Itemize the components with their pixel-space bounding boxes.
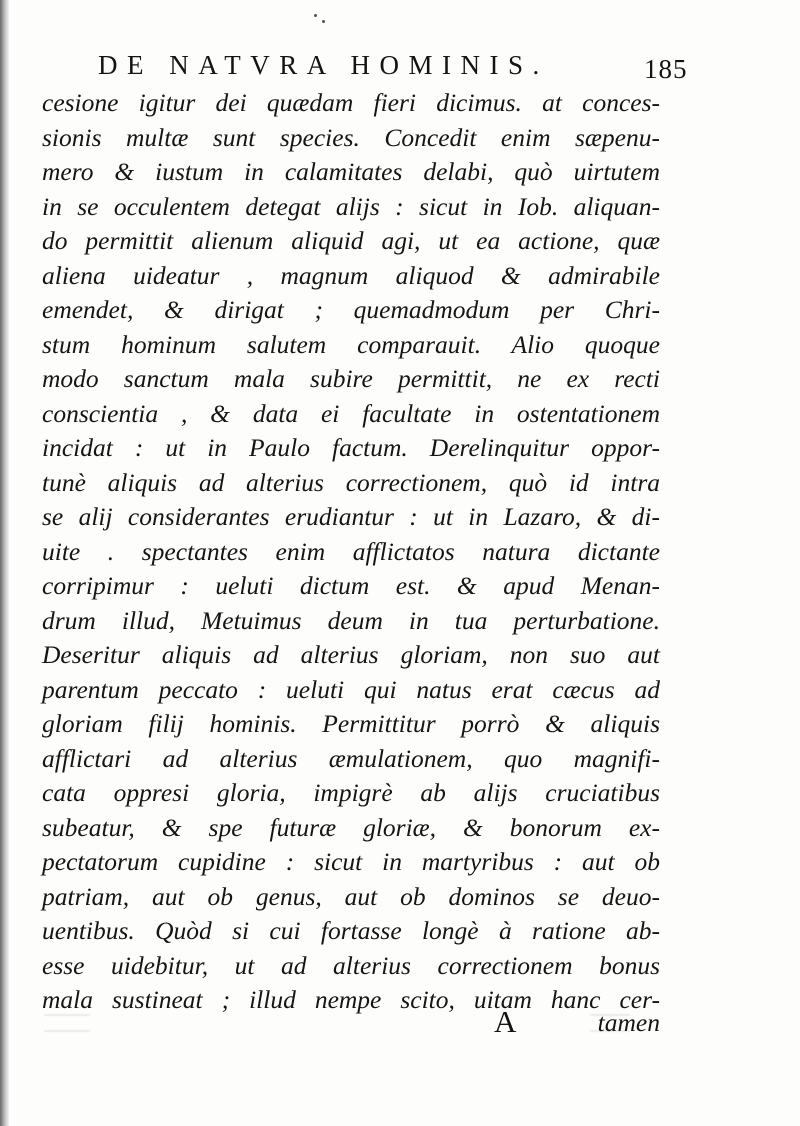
ink-speck (314, 14, 317, 17)
text-line: cesione igitur dei quædam fieri dicimus. at conces- (42, 88, 660, 117)
text-line: Deseritur aliquis ad alterius gloriam, non suo aut (42, 640, 660, 669)
page-number: 185 (644, 54, 688, 84)
text-line: in se occulentem detegat alijs : sicut in Iob. aliquan- (42, 191, 660, 221)
running-head (98, 48, 698, 88)
text-line: modo sanctum mala subire permittit, ne ex recti (42, 364, 660, 393)
text-line: afflictari ad alterius æmulationem, quo magnifi- (42, 743, 660, 773)
page-footer (42, 1004, 660, 1044)
text-line: cata oppresi gloria, impigrè ab alijs cruciatibus (42, 778, 660, 807)
text-line: do permittit alienum aliquid agi, ut ea actione, quæ (42, 226, 660, 255)
text-line: stum hominum salutem comparauit. Alio quoque (42, 329, 660, 359)
text-line: se alij considerantes erudiantur : ut in Lazaro, & di- (42, 502, 660, 531)
text-line: pectatorum cupidine : sicut in martyribus : aut ob (42, 847, 660, 876)
body-text (42, 86, 660, 1018)
text-line: patriam, aut ob genus, aut ob dominos se deuo- (42, 881, 660, 911)
text-line: gloriam filij hominis. Permittitur porrò & aliquis (42, 709, 660, 738)
text-line: drum illud, Metuimus deum in tua perturbatione. (42, 605, 660, 635)
ink-speck (322, 20, 325, 23)
text-line: tunè aliquis ad alterius correctionem, quò id intra (42, 467, 660, 497)
text-line: sionis multæ sunt species. Concedit enim sæpenu- (42, 122, 660, 152)
text-line: incidat : ut in Paulo factum. Derelinquitur oppor- (42, 433, 660, 462)
text-line: uentibus. Quòd si cui fortasse longè à ratione ab- (42, 916, 660, 945)
text-line: uite . spectantes enim afflictatos natura dictante (42, 536, 660, 566)
text-line: mala sustineat ; illud nempe scito, uitam hanc cer- (42, 985, 660, 1014)
text-line: emendet, & dirigat ; quemadmodum per Chri- (42, 295, 660, 324)
text-line: esse uidebitur, ut ad alterius correctionem bonus (42, 950, 660, 980)
text-line: aliena uideatur , magnum aliquod & admirabile (42, 260, 660, 290)
text-line: corripimur : ueluti dictum est. & apud Menan- (42, 571, 660, 600)
signature-mark: A (494, 1004, 517, 1039)
text-line: conscientia , & data ei facultate in ostentationem (42, 398, 660, 428)
text-line: subeatur, & spe futuræ gloriæ, & bonorum ex- (42, 812, 660, 842)
catchword: tamen (597, 1008, 660, 1037)
text-line: parentum peccato : ueluti qui natus erat cæcus ad (42, 674, 660, 704)
running-title: DE NATVRA HOMINIS. (98, 50, 549, 80)
page-binding-edge (0, 0, 9, 1126)
text-line: mero & iustum in calamitates delabi, quò uirtutem (42, 157, 660, 186)
